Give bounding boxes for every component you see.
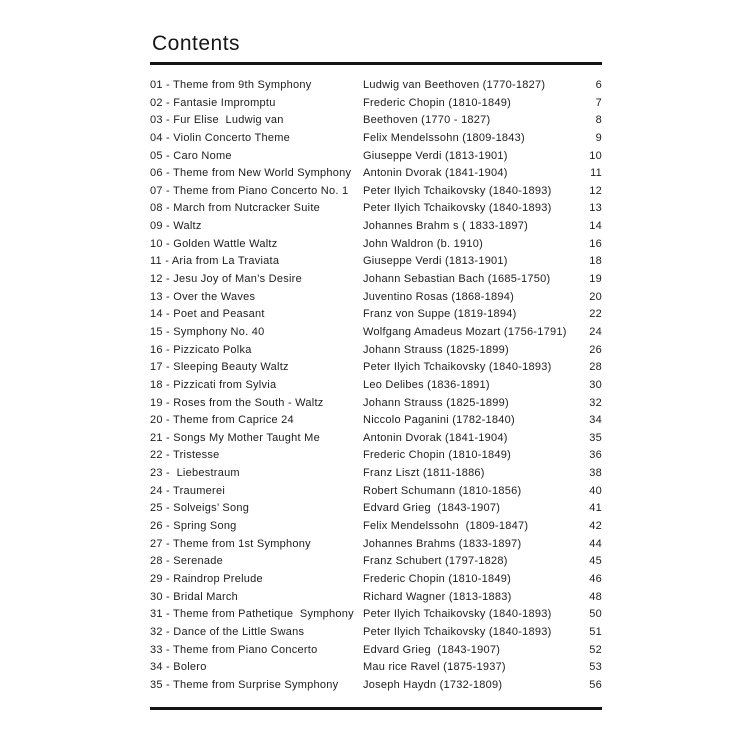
toc-entry-page: 34	[589, 414, 602, 427]
toc-entry-composer: Joseph Haydn (1732-1809)	[363, 678, 503, 691]
toc-entry-title: 31 - Theme from Pathetique Symphony	[150, 608, 354, 621]
toc-row	[150, 326, 602, 344]
toc-entry-page: 30	[589, 378, 602, 391]
toc-row	[150, 520, 602, 538]
toc-entry-composer: Niccolo Paganini (1782-1840)	[363, 414, 515, 427]
toc-entry-composer: Juventino Rosas (1868-1894)	[363, 290, 515, 303]
toc-entry-composer: Franz von Suppe (1819-1894)	[363, 308, 517, 321]
toc-row	[150, 679, 602, 697]
toc-entry-page: 10	[589, 149, 602, 162]
toc-entry-composer: Frederic Chopin (1810-1849)	[363, 572, 511, 585]
toc-entry-title: 13 - Over the Waves	[150, 290, 256, 303]
toc-entry-composer: Peter Ilyich Tchaikovsky (1840-1893)	[363, 625, 552, 638]
toc-entry-page: 12	[589, 184, 602, 197]
toc-entry-title: 22 - Tristesse	[150, 449, 220, 462]
toc-entry-composer: Robert Schumann (1810-1856)	[363, 484, 522, 497]
toc-entry-title: 11 - Aria from La Traviata	[150, 255, 280, 268]
toc-entry-title: 29 - Raindrop Prelude	[150, 572, 263, 585]
toc-entry-composer: Felix Mendelssohn (1809-1847)	[363, 520, 529, 533]
toc-entry-page: 50	[589, 608, 602, 621]
toc-entry-page: 42	[589, 520, 602, 533]
toc-entry-composer: Peter Ilyich Tchaikovsky (1840-1893)	[363, 184, 552, 197]
toc-entry-page: 8	[595, 114, 602, 127]
toc-row	[150, 485, 602, 503]
toc-entry-title: 17 - Sleeping Beauty Waltz	[150, 361, 289, 374]
toc-entry-title: 04 - Violin Concerto Theme	[150, 131, 290, 144]
toc-entry-page: 44	[589, 537, 602, 550]
toc-entry-composer: Mau rice Ravel (1875-1937)	[363, 661, 506, 674]
toc-entry-page: 14	[589, 220, 602, 233]
toc-entry-title: 08 - March from Nutcracker Suite	[150, 202, 320, 215]
toc-row	[150, 644, 602, 662]
toc-entry-composer: Giuseppe Verdi (1813-1901)	[363, 255, 508, 268]
toc-entry-composer: Franz Schubert (1797-1828)	[363, 555, 508, 568]
toc-row	[150, 502, 602, 520]
toc-entry-page: 11	[590, 167, 602, 180]
toc-entry-page: 38	[589, 467, 602, 480]
toc-entry-composer: Antonin Dvorak (1841-1904)	[363, 167, 508, 180]
toc-entry-title: 26 - Spring Song	[150, 520, 237, 533]
toc-entry-title: 03 - Fur Elise Ludwig van	[150, 114, 284, 127]
toc-row	[150, 573, 602, 591]
toc-entry-title: 12 - Jesu Joy of Man’s Desire	[150, 273, 302, 286]
toc-entry-title: 30 - Bridal March	[150, 590, 239, 603]
toc-entry-title: 10 - Golden Wattle Waltz	[150, 237, 278, 250]
toc-row	[150, 79, 602, 97]
footer-rule	[150, 707, 602, 710]
toc-entry-title: 24 - Traumerei	[150, 484, 226, 497]
toc-entry-title: 28 - Serenade	[150, 555, 223, 568]
toc-entry-composer: Peter Ilyich Tchaikovsky (1840-1893)	[363, 608, 552, 621]
page-header	[150, 33, 602, 65]
toc-entry-title: 23 - Liebestraum	[150, 467, 240, 480]
toc-entry-title: 19 - Roses from the South - Waltz	[150, 396, 324, 409]
toc-entry-composer: Peter Ilyich Tchaikovsky (1840-1893)	[363, 361, 552, 374]
toc-entry-title: 33 - Theme from Piano Concerto	[150, 643, 318, 656]
toc-row	[150, 379, 602, 397]
toc-entry-composer: Frederic Chopin (1810-1849)	[363, 96, 511, 109]
toc-row	[150, 591, 602, 609]
toc-entry-composer: Johann Strauss (1825-1899)	[363, 396, 509, 409]
toc-entry-composer: Johann Sebastian Bach (1685-1750)	[363, 273, 551, 286]
toc-entry-composer: Johann Strauss (1825-1899)	[363, 343, 509, 356]
toc-entry-composer: Leo Delibes (1836-1891)	[363, 378, 490, 391]
toc-row	[150, 97, 602, 115]
toc-entry-title: 25 - Solveigs’ Song	[150, 502, 250, 515]
toc-entry-page: 53	[589, 661, 602, 674]
toc-entry-page: 40	[589, 484, 602, 497]
toc-row	[150, 344, 602, 362]
toc-entry-page: 9	[595, 131, 602, 144]
toc-entry-title: 15 - Symphony No. 40	[150, 325, 265, 338]
toc-row	[150, 167, 602, 185]
toc-entry-composer: Felix Mendelssohn (1809-1843)	[363, 131, 525, 144]
toc-entry-composer: Frederic Chopin (1810-1849)	[363, 449, 511, 462]
toc-entry-title: 07 - Theme from Piano Concerto No. 1	[150, 184, 349, 197]
toc-row	[150, 626, 602, 644]
toc-entry-composer: Edvard Grieg (1843-1907)	[363, 643, 501, 656]
toc-entry-title: 05 - Caro Nome	[150, 149, 232, 162]
toc-entry-page: 6	[595, 79, 602, 91]
toc-row	[150, 449, 602, 467]
toc-entry-composer: John Waldron (b. 1910)	[363, 237, 484, 250]
toc-row	[150, 555, 602, 573]
toc-entry-page: 16	[589, 237, 602, 250]
toc-row	[150, 308, 602, 326]
toc-entry-composer: Edvard Grieg (1843-1907)	[363, 502, 501, 515]
toc-entry-page: 56	[589, 678, 602, 691]
toc-row	[150, 255, 602, 273]
toc-entry-page: 20	[589, 290, 602, 303]
toc-row	[150, 467, 602, 485]
toc-entry-page: 35	[589, 431, 602, 444]
toc-entry-title: 32 - Dance of the Little Swans	[150, 625, 305, 638]
toc-entry-title: 18 - Pizzicati from Sylvia	[150, 378, 277, 391]
toc-entry-title: 01 - Theme from 9th Symphony	[150, 79, 312, 91]
toc-entry-composer: Giuseppe Verdi (1813-1901)	[363, 149, 508, 162]
toc-entry-page: 36	[589, 449, 602, 462]
toc-entry-page: 22	[589, 308, 602, 321]
toc-row	[150, 608, 602, 626]
page-title: Contents	[152, 32, 241, 55]
toc-row	[150, 361, 602, 379]
toc-entry-title: 34 - Bolero	[150, 661, 207, 674]
toc-row	[150, 538, 602, 556]
toc-entry-page: 26	[589, 343, 602, 356]
toc-row	[150, 150, 602, 168]
toc-entry-title: 14 - Poet and Peasant	[150, 308, 265, 321]
toc-entry-composer: Johannes Brahms (1833-1897)	[363, 537, 522, 550]
toc-row	[150, 185, 602, 203]
toc-entry-page: 28	[589, 361, 602, 374]
toc-entry-title: 27 - Theme from 1st Symphony	[150, 537, 311, 550]
toc-row	[150, 238, 602, 256]
toc-entry-title: 06 - Theme from New World Symphony	[150, 167, 352, 180]
toc-entry-page: 46	[589, 572, 602, 585]
toc-row	[150, 291, 602, 309]
toc-entry-page: 41	[589, 502, 602, 515]
toc-entry-composer: Franz Liszt (1811-1886)	[363, 467, 485, 480]
toc-row	[150, 414, 602, 432]
toc-row	[150, 220, 602, 238]
toc-entry-page: 51	[589, 625, 602, 638]
toc-entry-composer: Johannes Brahm s ( 1833-1897)	[363, 220, 529, 233]
toc-row	[150, 432, 602, 450]
toc-entry-title: 16 - Pizzicato Polka	[150, 343, 252, 356]
toc-entry-title: 02 - Fantasie Impromptu	[150, 96, 276, 109]
toc-row	[150, 397, 602, 415]
toc-entry-title: 35 - Theme from Surprise Symphony	[150, 678, 339, 691]
toc-row	[150, 202, 602, 220]
toc-entry-page: 18	[589, 255, 602, 268]
toc-entry-composer: Antonin Dvorak (1841-1904)	[363, 431, 508, 444]
toc-entry-composer: Wolfgang Amadeus Mozart (1756-1791)	[363, 325, 567, 338]
toc-entry-page: 45	[589, 555, 602, 568]
toc-row	[150, 273, 602, 291]
toc-entry-page: 32	[589, 396, 602, 409]
header-rule	[150, 62, 602, 65]
toc-entry-title: 20 - Theme from Caprice 24	[150, 414, 294, 427]
toc-row	[150, 114, 602, 132]
toc-entry-page: 48	[589, 590, 602, 603]
toc-list	[150, 79, 602, 696]
toc-entry-page: 7	[595, 96, 602, 109]
content-column	[150, 0, 602, 710]
toc-entry-composer: Richard Wagner (1813-1883)	[363, 590, 512, 603]
toc-entry-page: 13	[589, 202, 602, 215]
toc-entry-page: 19	[589, 273, 602, 286]
toc-entry-title: 21 - Songs My Mother Taught Me	[150, 431, 320, 444]
toc-entry-composer: Peter Ilyich Tchaikovsky (1840-1893)	[363, 202, 552, 215]
toc-entry-composer: Beethoven (1770 - 1827)	[363, 114, 491, 127]
toc-entry-page: 24	[589, 325, 602, 338]
toc-row	[150, 132, 602, 150]
toc-row	[150, 661, 602, 679]
toc-entry-title: 09 - Waltz	[150, 220, 202, 233]
toc-entry-page: 52	[589, 643, 602, 656]
toc-entry-composer: Ludwig van Beethoven (1770-1827)	[363, 79, 546, 91]
